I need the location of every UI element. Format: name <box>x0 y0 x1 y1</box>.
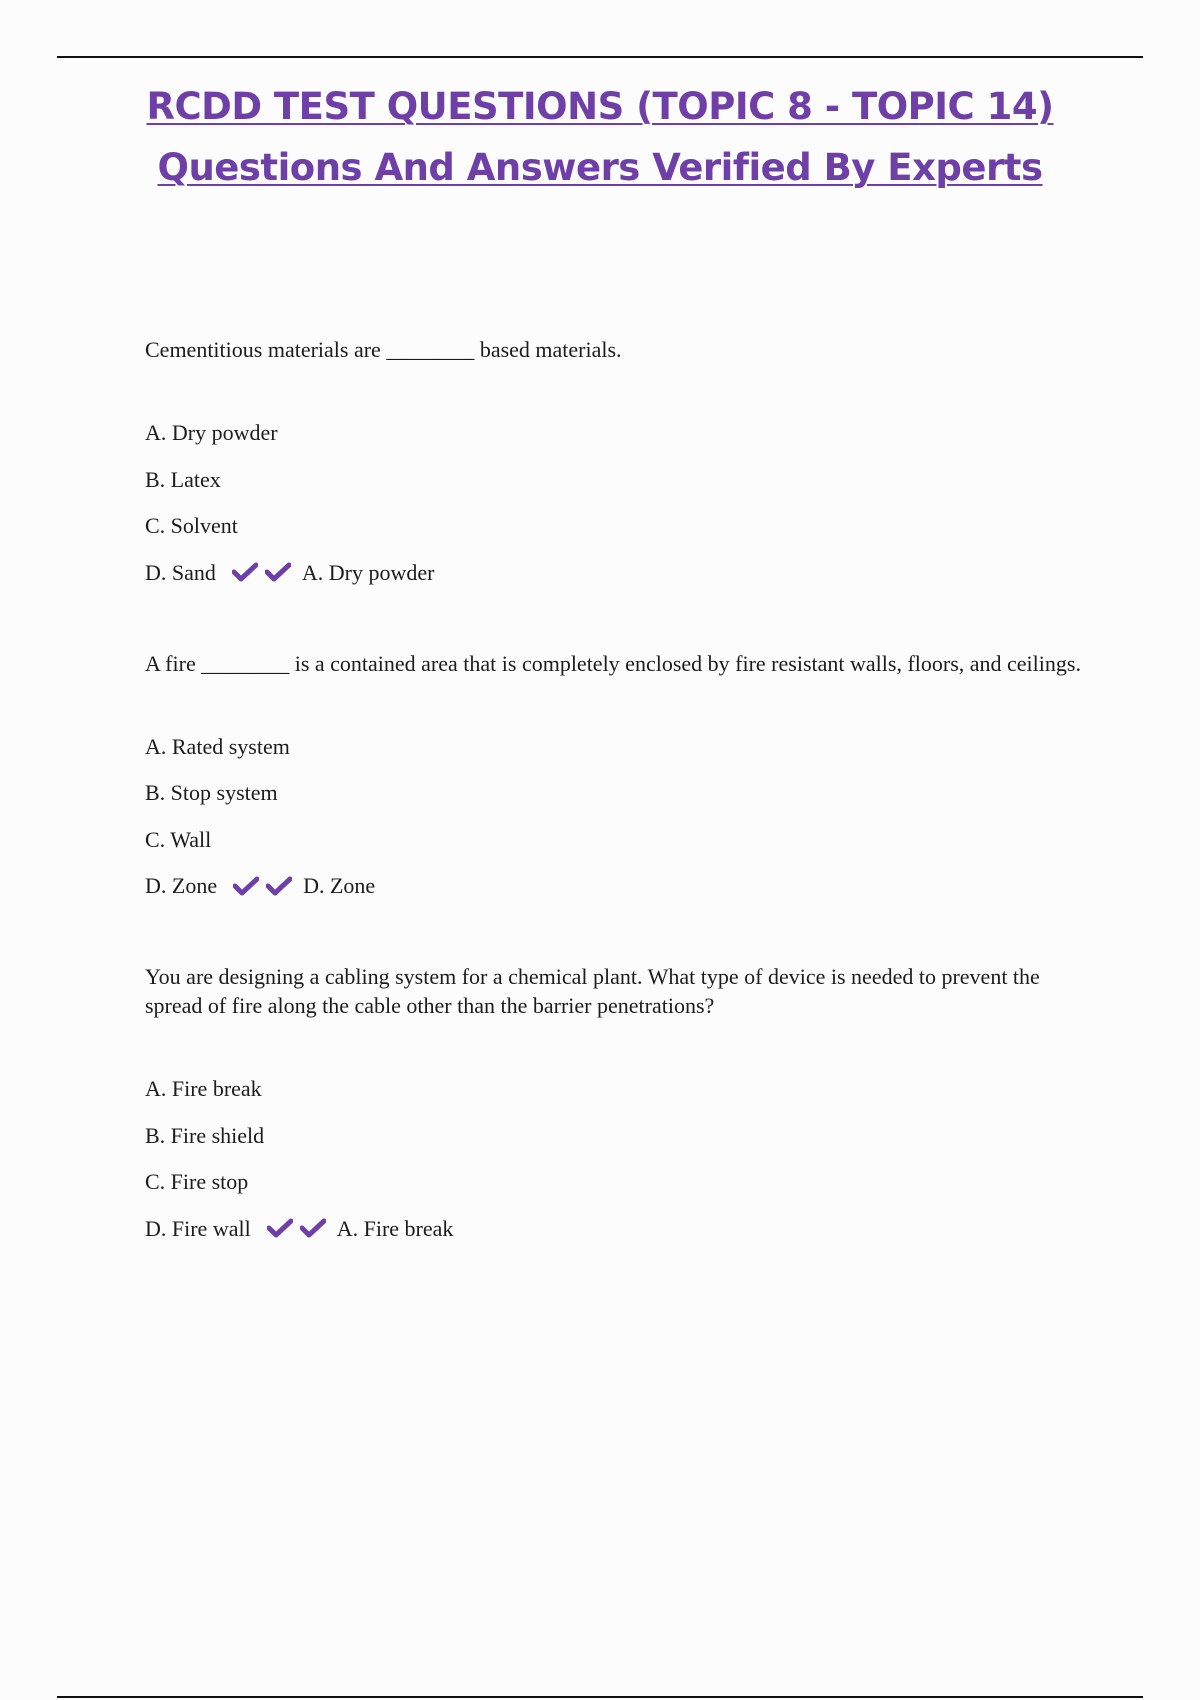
checkmark-icon <box>232 561 258 583</box>
bottom-rule <box>57 1696 1143 1698</box>
checkmark-icon <box>266 875 292 897</box>
option-c: C. Solvent <box>145 513 238 538</box>
title-line-1: RCDD TEST QUESTIONS (TOPIC 8 - TOPIC 14) <box>146 85 1054 128</box>
answer-marker <box>233 875 299 897</box>
option-b: B. Stop system <box>145 780 278 805</box>
checkmark-icon <box>265 561 291 583</box>
option-b: B. Latex <box>145 466 221 492</box>
answer-marker <box>232 561 298 583</box>
answer-marker <box>267 1217 333 1239</box>
options-list <box>145 418 1095 587</box>
checkmark-icon <box>233 875 259 897</box>
question-block <box>145 649 1095 901</box>
question-text: Cementitious materials are ________ based materials. <box>145 337 622 362</box>
option-d-row <box>145 1214 1095 1243</box>
option-d: D. Zone <box>145 873 218 898</box>
document-title <box>0 76 1200 198</box>
question-block <box>145 335 1095 587</box>
checkmark-icon <box>267 1217 293 1239</box>
top-rule <box>57 56 1143 58</box>
question-text: A fire ________ is a contained area that is completely enclosed by fire resistant walls, floors, and ceilings. <box>145 650 1081 676</box>
option-d-row <box>145 871 1095 900</box>
title-line-2: Questions And Answers Verified By Experts <box>157 146 1043 189</box>
options-list <box>145 732 1095 901</box>
question-text: You are designing a cabling system for a chemical plant. What type of device is needed to prevent the spread of fire along the cable other than the barrier penetrations? <box>145 964 1040 1018</box>
options-list <box>145 1074 1095 1243</box>
option-c: C. Fire stop <box>145 1169 249 1194</box>
option-b: B. Fire shield <box>145 1122 265 1148</box>
option-d-row <box>145 558 1095 587</box>
option-c: C. Wall <box>145 826 212 852</box>
checkmark-icon <box>300 1217 326 1239</box>
option-d: D. Fire wall <box>145 1215 251 1241</box>
question-list <box>145 335 1095 1243</box>
question-block <box>145 962 1095 1243</box>
option-a: A. Fire break <box>145 1076 262 1101</box>
option-a: A. Rated system <box>145 733 290 759</box>
correct-answer: A. Dry powder <box>301 559 435 585</box>
correct-answer: A. Fire break <box>336 1215 454 1241</box>
correct-answer: D. Zone <box>303 873 376 898</box>
option-a: A. Dry powder <box>145 420 278 445</box>
option-d: D. Sand <box>145 559 216 585</box>
